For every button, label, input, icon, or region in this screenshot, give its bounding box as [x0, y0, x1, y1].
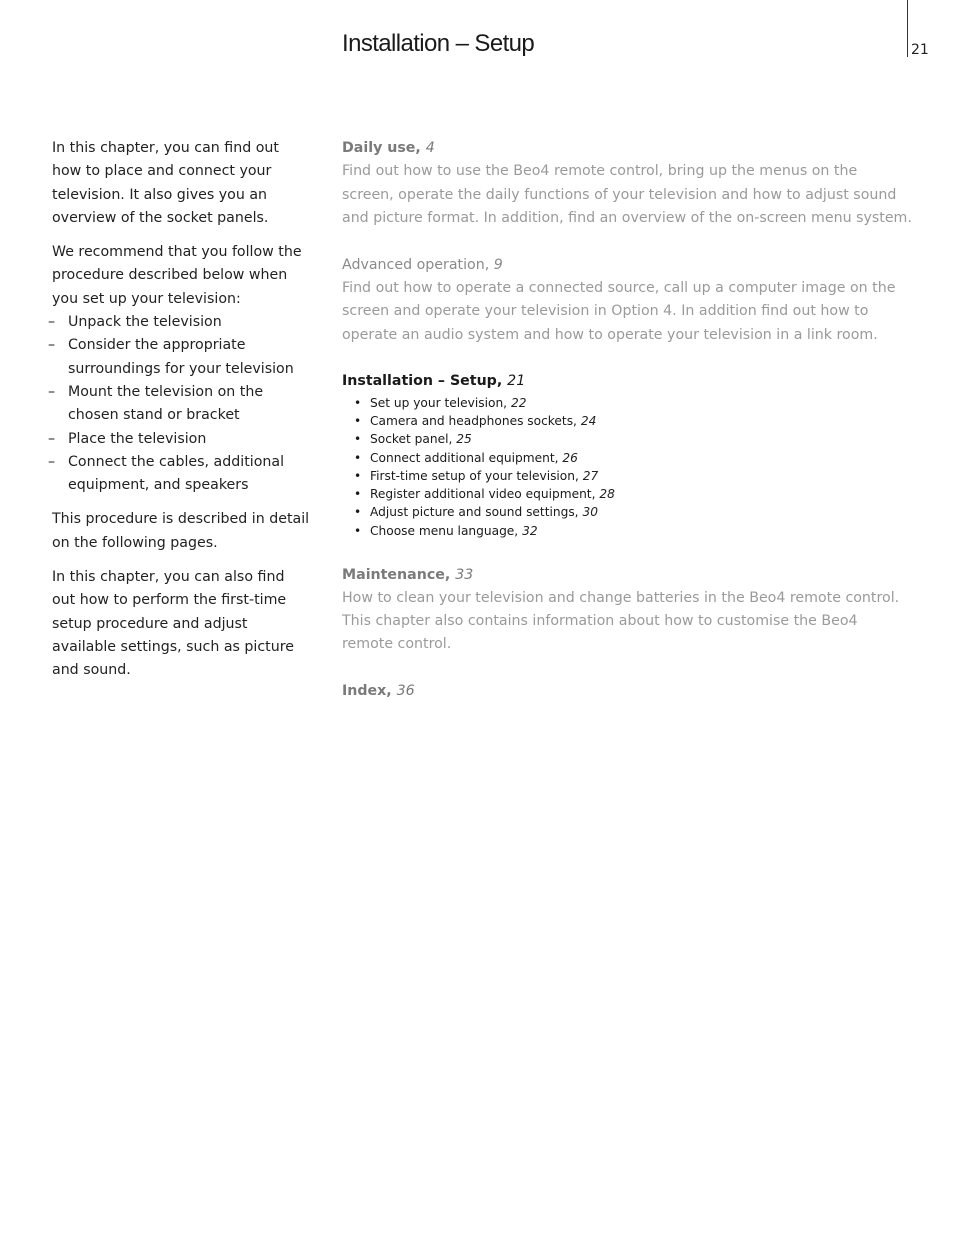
bullet-icon: •: [354, 523, 362, 538]
list-item[interactable]: [342, 522, 912, 540]
section-heading[interactable]: [342, 137, 912, 160]
section-heading[interactable]: [342, 564, 912, 587]
section-index: [342, 680, 912, 703]
topic-label: Register additional video equipment,: [370, 487, 596, 502]
bullet-icon: •: [354, 432, 362, 447]
list-item: [50, 428, 310, 451]
page-reference: 27: [582, 468, 599, 483]
bullet-icon: •: [354, 468, 362, 483]
bullet-icon: •: [354, 505, 362, 520]
section-heading[interactable]: [342, 254, 912, 277]
recommend-paragraph: We recommend that you follow the procedure described below when you set up your television:: [52, 244, 302, 307]
topic-label: Adjust picture and sound settings,: [370, 505, 579, 520]
topic-label: Connect additional equipment,: [370, 450, 559, 465]
list-item: [50, 451, 310, 498]
section-description: Find out how to use the Beo4 remote control, bring up the menus on the screen, operate the daily functions of your television and how to adjust sound and picture format. In addition, find an overview of the on-screen menu system.: [342, 163, 912, 226]
installation-topics-list: [342, 394, 912, 540]
page-reference: 22: [510, 395, 527, 410]
list-item[interactable]: [342, 503, 912, 521]
step-text: Connect the cables, additional equipment, and speakers: [68, 453, 285, 494]
topic-label: First-time setup of your television,: [370, 468, 579, 483]
dash-bullet: –: [48, 314, 56, 331]
section-maintenance: [342, 564, 912, 657]
dash-bullet: –: [48, 337, 56, 354]
header-divider: [907, 0, 908, 57]
section-installation-setup: [342, 370, 912, 540]
procedure-note: This procedure is described in detail on the following pages.: [52, 511, 310, 551]
list-item[interactable]: [342, 430, 912, 448]
list-item: [50, 311, 310, 334]
list-item[interactable]: [342, 467, 912, 485]
section-description: Find out how to operate a connected source, call up a computer image on the screen and operate your television in Option 4. In addition find out how to operate an audio system and how to operate your television in a link room.: [342, 279, 896, 343]
list-item: [50, 381, 310, 428]
section-heading[interactable]: [342, 370, 912, 393]
section-daily-use: [342, 137, 912, 230]
also-paragraph: In this chapter, you can also find out how to perform the first-time setup procedure and adjust available settings, such as picture and sound.: [52, 569, 294, 679]
bullet-icon: •: [354, 395, 362, 410]
intro-paragraph: In this chapter, you can find out how to place and connect your television. It also gives you an overview of the socket panels.: [52, 140, 279, 226]
bullet-icon: •: [354, 450, 362, 465]
section-advanced-operation: [342, 254, 912, 347]
page-reference: 25: [456, 432, 472, 447]
chapter-contents-column: [342, 137, 912, 727]
page-reference: 36: [396, 683, 415, 700]
step-text: Mount the television on the chosen stand or bracket: [68, 383, 264, 424]
step-text: Unpack the television: [68, 314, 222, 331]
topic-label: Socket panel,: [370, 432, 453, 447]
section-title: Daily use,: [342, 140, 421, 156]
section-title: Advanced operation,: [342, 256, 490, 273]
page-reference: 4: [425, 140, 435, 156]
section-title: Index,: [342, 683, 392, 700]
section-title: Installation – Setup,: [342, 373, 503, 390]
list-item[interactable]: [342, 485, 912, 503]
page-title: Installation – Setup: [342, 30, 535, 57]
page-reference: 32: [522, 523, 538, 538]
bullet-icon: •: [354, 413, 362, 428]
page-number: 21: [911, 42, 929, 58]
section-title: Maintenance,: [342, 566, 451, 583]
page-reference: 21: [507, 373, 526, 390]
list-item[interactable]: [342, 394, 912, 412]
page-reference: 28: [599, 487, 615, 502]
topic-label: Camera and headphones sockets,: [370, 413, 577, 428]
bullet-icon: •: [354, 487, 362, 502]
setup-steps-list: [50, 311, 310, 497]
topic-label: Set up your television,: [370, 395, 508, 410]
dash-bullet: –: [48, 453, 56, 470]
dash-bullet: –: [48, 430, 56, 447]
step-text: Consider the appropriate surroundings for your television: [68, 337, 294, 377]
page-reference: 26: [562, 450, 578, 465]
page-reference: 30: [582, 505, 598, 520]
page-reference: 24: [580, 413, 597, 428]
page-reference: 33: [455, 566, 474, 583]
section-description: How to clean your television and change batteries in the Beo4 remote control. This chapter also contains information about how to customise the Beo4 remote control.: [342, 589, 900, 653]
dash-bullet: –: [48, 383, 56, 400]
list-item[interactable]: [342, 449, 912, 467]
list-item: [50, 334, 310, 381]
section-heading[interactable]: [342, 680, 912, 703]
step-text: Place the television: [68, 430, 207, 447]
list-item[interactable]: [342, 412, 912, 430]
page-reference: 9: [493, 256, 503, 273]
chapter-intro-column: [50, 137, 310, 694]
topic-label: Choose menu language,: [370, 523, 519, 538]
